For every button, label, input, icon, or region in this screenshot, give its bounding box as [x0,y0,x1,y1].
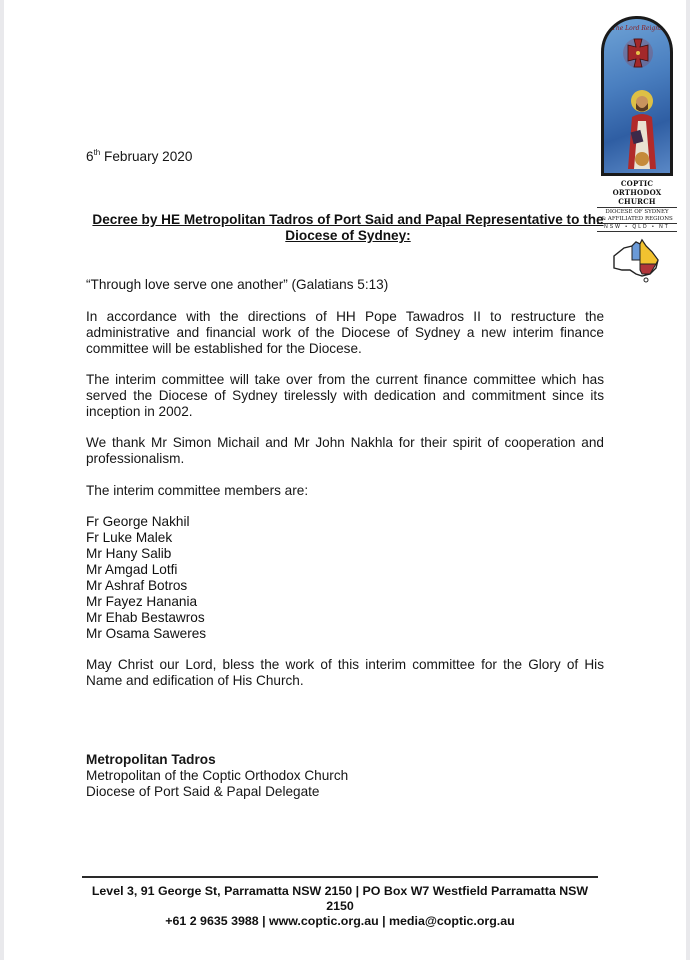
logo-org-name: COPTIC ORTHODOX CHURCH [612,179,662,206]
list-item: Mr Ehab Bestawros [86,610,205,625]
stained-glass-window-icon [601,16,673,176]
australia-map-icon [610,238,664,284]
scripture-quote: “Through love serve one another” (Galatians 5:13) [86,277,389,292]
list-item: Fr George Nakhil [86,514,190,529]
footer-address: Level 3, 91 George St, Parramatta NSW 2150 | PO Box W7 Westfield Parramatta NSW 2150 [91,884,589,913]
footer-contact [82,884,598,929]
list-item: Fr Luke Malek [86,530,173,545]
logo-motto: The Lord Reigns [611,25,663,32]
body-paragraph: In accordance with the directions of HH Pope Tawadros II to restructure the administrative and financial work of the Diocese of Sydney a new interim finance committee will be established for the Diocese. [86,309,604,356]
date-month-year: February 2020 [104,149,193,164]
decree-title: Decree by HE Metropolitan Tadros of Port Said and Papal Representative to the Diocese of Sydney: [92,212,604,243]
closing-blessing: May Christ our Lord, bless the work of this interim committee for the Glory of His Name and edification of His Church. [86,657,604,688]
document-page [4,0,686,960]
letter-date [86,149,192,165]
signatory-name: Metropolitan Tadros [86,752,216,767]
members-intro: The interim committee members are: [86,483,309,498]
logo-regions: NSW • QLD • NT [597,224,677,232]
diocese-logo [597,16,677,284]
list-item: Mr Amgad Lotfi [86,562,178,577]
body-paragraph: The interim committee will take over from the current finance committee which has served the Diocese of Sydney tirelessly with dedication and commitment since its inception in 2002. [86,372,604,419]
date-suffix: th [93,148,101,157]
logo-diocese-line2: & AFFILIATED REGIONS [601,215,673,222]
footer-divider [82,876,598,878]
footer-phone-web-email: +61 2 9635 3988 | www.coptic.org.au | media@coptic.org.au [165,914,515,928]
signatory-diocese: Diocese of Port Said & Papal Delegate [86,784,320,799]
list-item: Mr Ashraf Botros [86,578,188,593]
signatory-title: Metropolitan of the Coptic Orthodox Church [86,768,349,783]
christ-figure-icon [622,89,662,169]
signature-block [86,752,348,800]
list-item: Mr Hany Salib [86,546,172,561]
committee-members-list [86,514,206,642]
list-item: Mr Fayez Hanania [86,594,198,609]
coptic-cross-icon [622,37,654,69]
date-day: 6 [86,149,94,164]
logo-caption [597,179,677,232]
list-item: Mr Osama Saweres [86,626,207,641]
logo-diocese-line1: DIOCESE OF SYDNEY [605,209,669,215]
body-paragraph: We thank Mr Simon Michail and Mr John Nakhla for their spirit of cooperation and professionalism. [86,435,604,466]
logo-diocese [597,207,677,224]
